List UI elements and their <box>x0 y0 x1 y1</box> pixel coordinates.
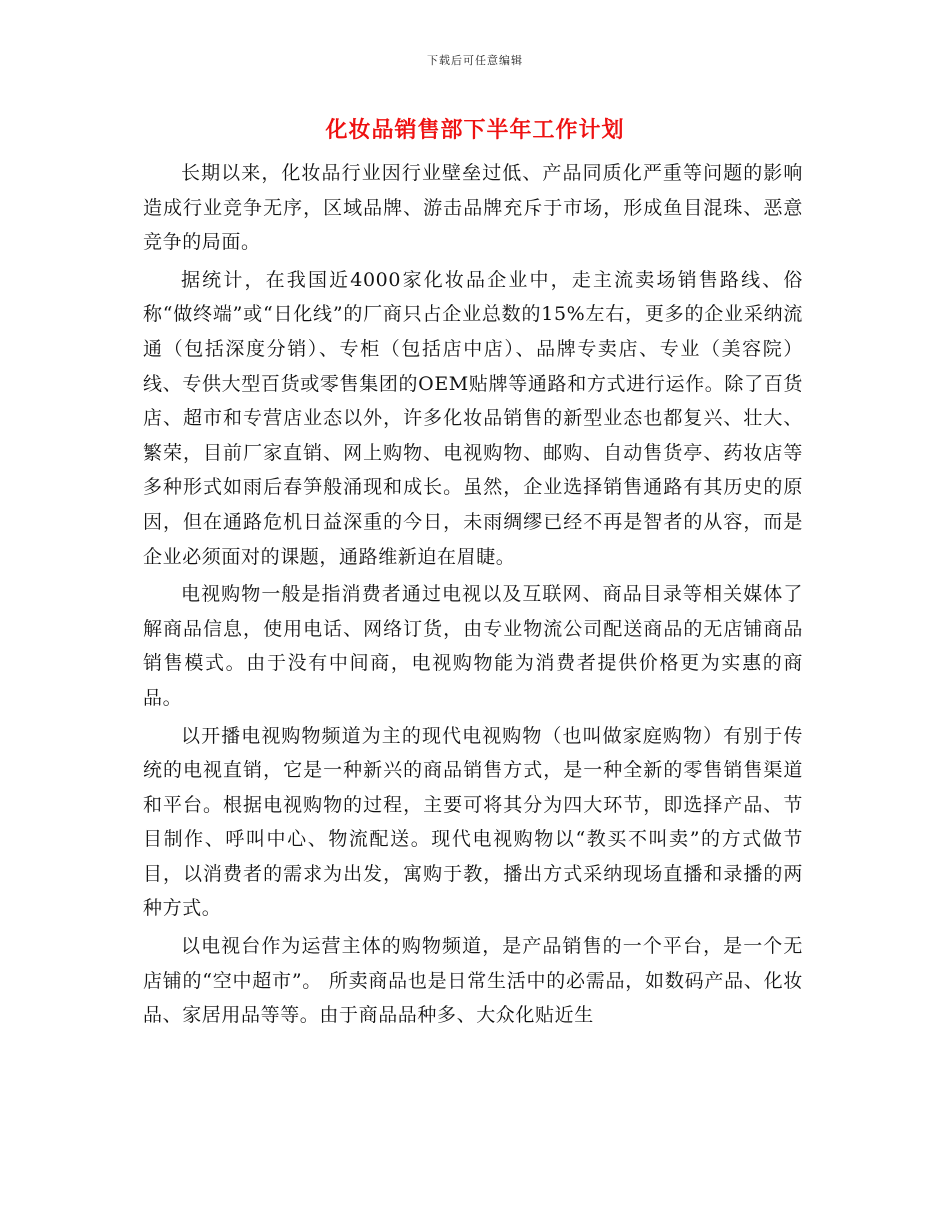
header-note: 下载后可任意编辑 <box>427 54 523 67</box>
paragraph-3: 电视购物一般是指消费者通过电视以及互联网、商品目录等相关媒体了解商品信息，使用电话、网络订货，由专业物流公司配送商品的无店铺商品销售模式。由于没有中间商，电视购物能为消费者提供价格更为实惠的商品。 <box>143 583 803 709</box>
paragraph-2: 据统计，在我国近4000家化妆品企业中，走主流卖场销售路线、俗称“做终端”或“日化线”的厂商只占企业总数的15%左右，更多的企业采纳流通（包括深度分销）、专柜（包括店中店）、品牌专卖店、专业（美容院）线、专供大型百货或零售集团的OEM贴牌等通路和方式进行运作。除了百货店、超市和专营店业态以外，许多化妆品销售的新型业态也都复兴、壮大、繁荣，目前厂家直销、网上购物、电视购物、邮购、自动售货亭、药妆店等多种形式如雨后春笋般涌现和成长。虽然，企业选择销售通路有其历史的原因，但在通路危机日益深重的今日，未雨绸缪已经不再是智者的从容，而是企业必须面对的课题，通路维新迫在眉睫。 <box>143 268 803 568</box>
paragraph-4: 以开播电视购物频道为主的现代电视购物（也叫做家庭购物）有别于传统的电视直销，它是一种新兴的商品销售方式，是一种全新的零售销售渠道和平台。根据电视购物的过程，主要可将其分为四大环节，即选择产品、节目制作、呼叫中心、物流配送。现代电视购物以“教买不叫卖”的方式做节目，以消费者的需求为出发，寓购于教，播出方式采纳现场直播和录播的两种方式。 <box>143 724 803 920</box>
paragraph-1: 长期以来，化妆品行业因行业壁垒过低、产品同质化严重等问题的影响造成行业竞争无序，区域品牌、游击品牌充斥于市场，形成鱼目混珠、恶意竞争的局面。 <box>143 162 803 254</box>
paragraph-5: 以电视台作为运营主体的购物频道，是产品销售的一个平台，是一个无店铺的“空中超市”。 所卖商品也是日常生活中的必需品，如数码产品、化妆品、家居用品等等。由于商品品种多、大众化贴近生 <box>143 935 803 1027</box>
document-body <box>143 156 803 1036</box>
document-title: 化妆品销售部下半年工作计划 <box>325 118 625 143</box>
